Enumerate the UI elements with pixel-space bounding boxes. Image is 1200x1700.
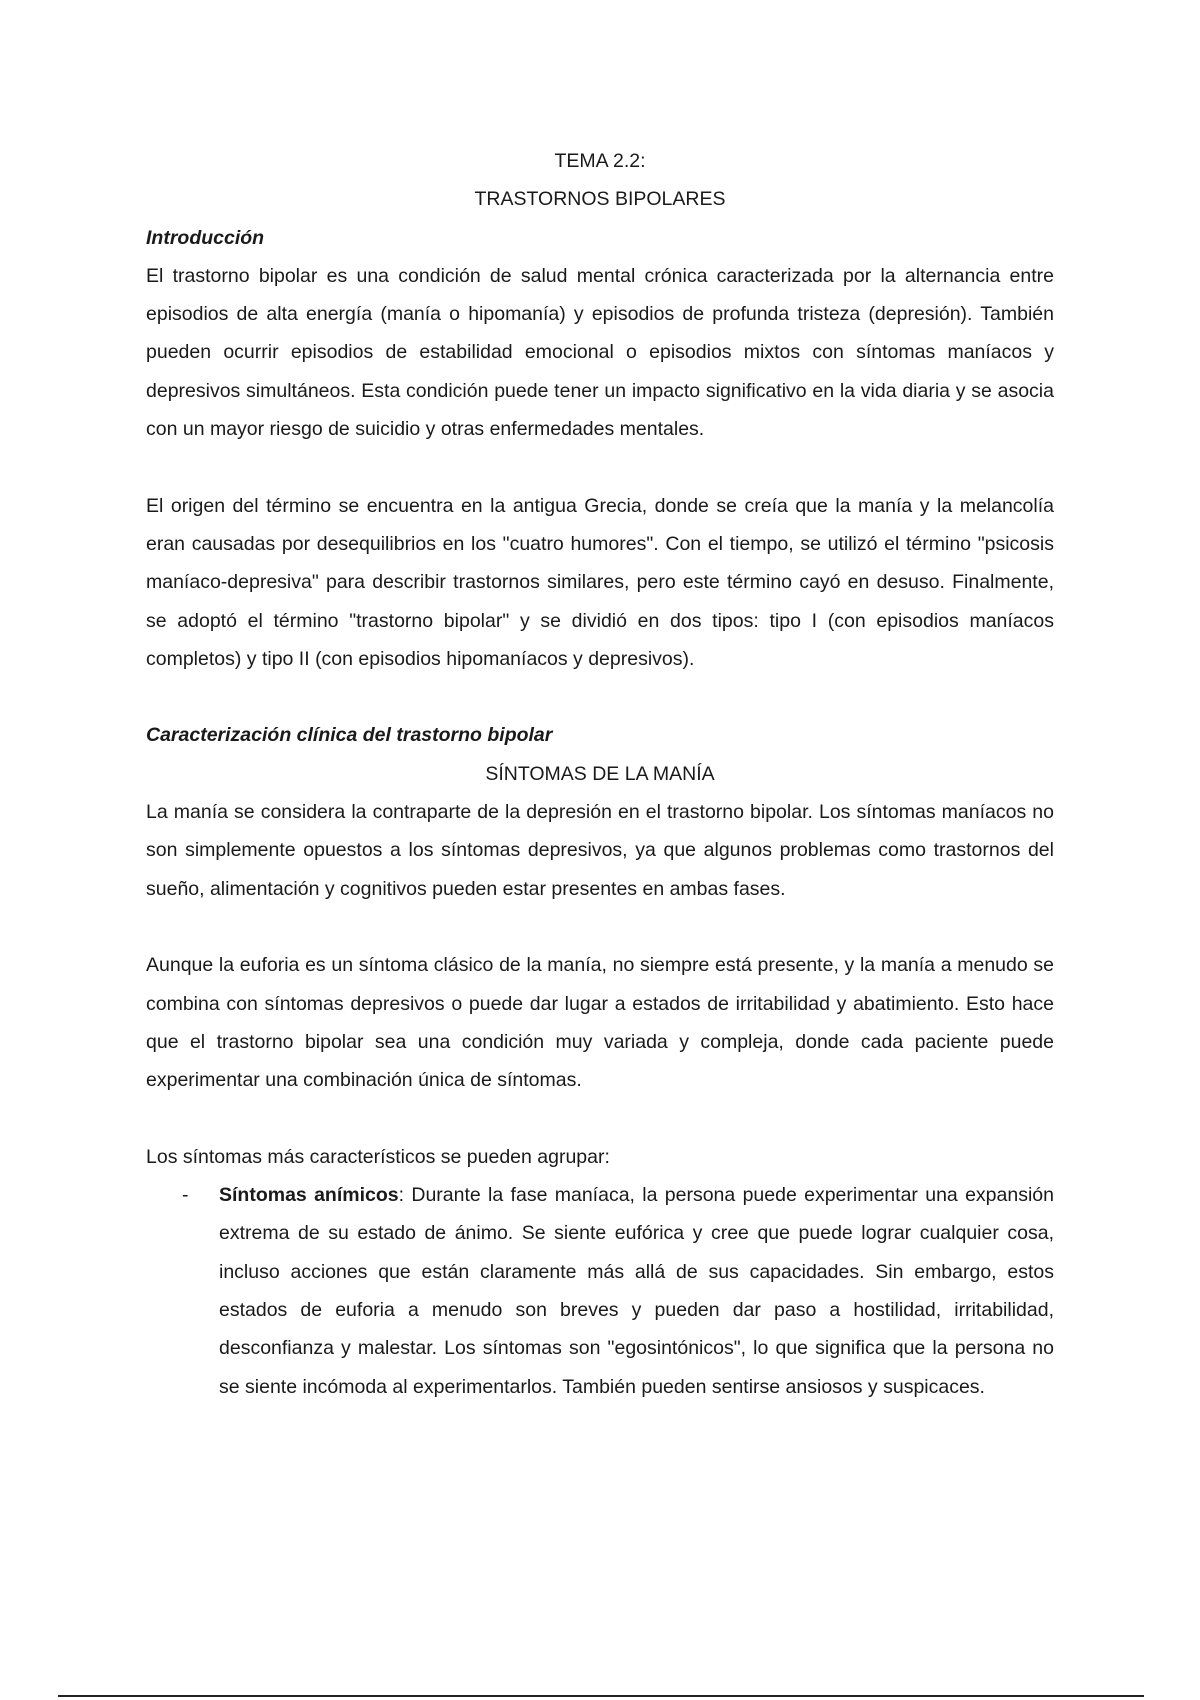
- section-heading-introduction: Introducción: [146, 226, 265, 249]
- paragraph-spacer: [146, 448, 1054, 486]
- clinical-paragraph-1: La manía se considera la contraparte de la depresión en el trastorno bipolar. Los síntomas maníacos no son simplemente opuestos a los síntomas depresivos, ya que algunos problemas como trastornos del sueño, alimentación y cognitivos pueden estar presentes en ambas fases.: [146, 801, 1054, 900]
- footer-divider: [58, 1695, 1144, 1697]
- list-item-term: Síntomas anímicos: [219, 1184, 399, 1207]
- list-item: [146, 1176, 1054, 1406]
- clinical-paragraph-2: Aunque la euforia es un síntoma clásico de la manía, no siempre está presente, y la manía a menudo se combina con síntomas depresivos o puede dar lugar a estados de irritabilidad y abatimiento. Esto hace que el trastorno bipolar sea una condición muy variada y compleja, donde cada paciente puede experimentar una combinación única de síntomas.: [146, 954, 1054, 1092]
- topic-number: TEMA 2.2:: [554, 150, 646, 172]
- list-bullet: -: [182, 1184, 189, 1207]
- paragraph-spacer: [146, 678, 1054, 716]
- section-heading-clinical: Caracterización clínica del trastorno bipolar: [146, 724, 553, 747]
- paragraph-spacer: [146, 908, 1054, 946]
- intro-paragraph-2: El origen del término se encuentra en la antigua Grecia, donde se creía que la manía y la melancolía eran causadas por desequilibrios en los "cuatro humores". Con el tiempo, se utilizó el término "psicosis maníaco-depresiva" para describir trastornos similares, pero este término cayó en desuso. Finalmente, se adoptó el término "trastorno bipolar" y se dividió en dos tipos: tipo I (con episodios maníacos completos) y tipo II (con episodios hipomaníacos y depresivos).: [146, 494, 1054, 670]
- list-item-text: : Durante la fase maníaca, la persona puede experimentar una expansión extrema de su estado de ánimo. Se siente eufórica y cree que puede lograr cualquier cosa, incluso acciones que están claramente más allá de sus capacidades. Sin embargo, estos estados de euforia a menudo son breves y pueden dar paso a hostilidad, irritabilidad, desconfianza y malestar. Los síntomas son "egosintónicos", lo que significa que la persona no se siente incómoda al experimentarlos. También pueden sentirse ansiosos y suspicaces.: [219, 1184, 1054, 1398]
- paragraph-spacer: [146, 1099, 1054, 1137]
- document-body: [146, 142, 1054, 1406]
- symptom-list: [146, 1176, 1054, 1406]
- page-title: TRASTORNOS BIPOLARES: [474, 188, 726, 211]
- intro-paragraph-1: El trastorno bipolar es una condición de salud mental crónica caracterizada por la alternancia entre episodios de alta energía (manía o hipomanía) y episodios de profunda tristeza (depresión). También pueden ocurrir episodios de estabilidad emocional o episodios mixtos con síntomas maníacos y depresivos simultáneos. Esta condición puede tener un impacto significativo en la vida diaria y se asocia con un mayor riesgo de suicidio y otras enfermedades mentales.: [146, 264, 1054, 441]
- clinical-paragraph-3: Los síntomas más característicos se pueden agrupar:: [146, 1145, 610, 1168]
- subheading-mania-symptoms: SÍNTOMAS DE LA MANÍA: [485, 762, 715, 785]
